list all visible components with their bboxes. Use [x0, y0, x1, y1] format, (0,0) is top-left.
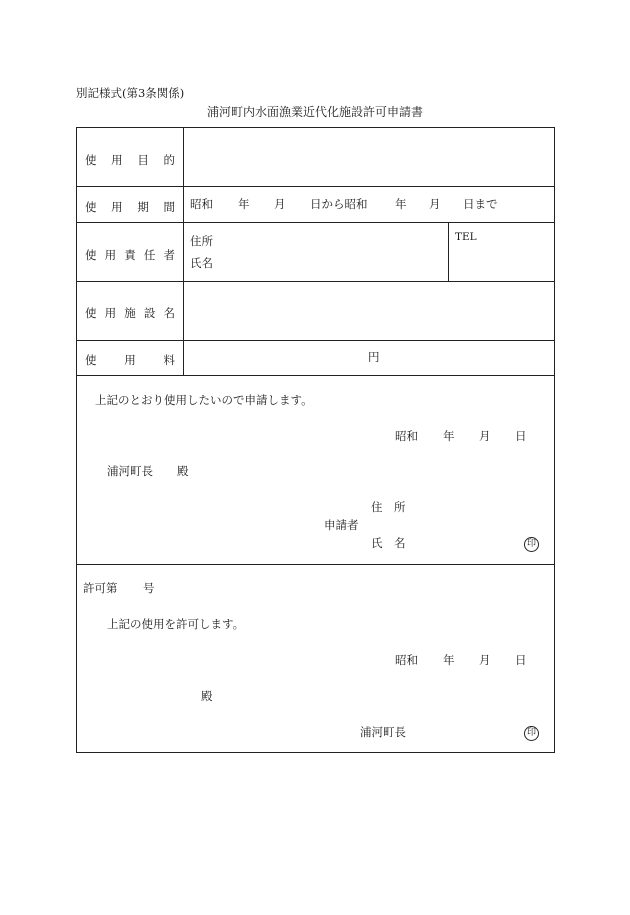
permit-date-year: 年	[443, 653, 455, 667]
period-era-start: 昭和	[190, 197, 213, 211]
application-date-day: 日	[515, 429, 527, 443]
application-statement: 上記のとおり使用したいので申請します。	[95, 393, 313, 407]
period-month-start: 月	[274, 197, 286, 211]
section-divider	[77, 564, 554, 565]
applicant-address-label: 住 所	[371, 500, 406, 514]
label-facility-name: 使 用 施 設 名	[85, 306, 175, 320]
row-divider	[77, 281, 554, 282]
form-reference: 別記様式(第3条関係)	[76, 86, 185, 100]
period-month-end: 月	[429, 197, 441, 211]
responsible-address-label: 住所	[190, 234, 213, 248]
permit-statement: 上記の使用を許可します。	[107, 617, 245, 631]
responsible-name-label: 氏名	[190, 256, 213, 270]
addressee-honorific: 殿	[177, 464, 189, 478]
document-title: 浦河町内水面漁業近代化施設許可申請書	[206, 105, 423, 119]
label-fee: 使 用 料	[85, 353, 175, 367]
permit-date-day: 日	[515, 653, 527, 667]
row-divider	[77, 375, 554, 376]
period-year-end: 年	[395, 197, 407, 211]
label-column-divider	[183, 128, 184, 375]
seal-icon: 印	[524, 537, 539, 552]
label-period: 使 用 期 間	[85, 200, 175, 214]
seal-icon: 印	[524, 726, 539, 741]
application-date-era: 昭和	[395, 429, 418, 443]
permit-date-month: 月	[479, 653, 491, 667]
application-form	[76, 127, 555, 753]
permit-recipient-honorific: 殿	[201, 689, 213, 703]
label-responsible-person: 使 用 責 任 者	[85, 248, 175, 262]
applicant-label: 申請者	[324, 518, 359, 532]
tel-label: TEL	[455, 231, 477, 243]
application-date-year: 年	[443, 429, 455, 443]
row-divider	[77, 222, 554, 223]
row-divider	[77, 186, 554, 187]
permit-date-era: 昭和	[395, 653, 418, 667]
period-day-until: 日まで	[463, 197, 498, 211]
period-day-from: 日から昭和	[310, 197, 368, 211]
purpose-field[interactable]	[185, 130, 553, 184]
permit-number-prefix: 許可第	[83, 581, 118, 595]
application-date-month: 月	[479, 429, 491, 443]
period-year-start: 年	[238, 197, 250, 211]
facility-name-field[interactable]	[185, 283, 553, 338]
row-divider	[77, 340, 554, 341]
fee-unit: 円	[368, 350, 380, 364]
permit-issuer: 浦河町長	[360, 725, 406, 739]
permit-number-suffix: 号	[143, 581, 155, 595]
tel-column-divider	[448, 222, 449, 281]
addressee: 浦河町長	[107, 464, 153, 478]
applicant-name-label: 氏 名	[371, 536, 406, 550]
label-purpose: 使 用 目 的	[85, 153, 175, 167]
